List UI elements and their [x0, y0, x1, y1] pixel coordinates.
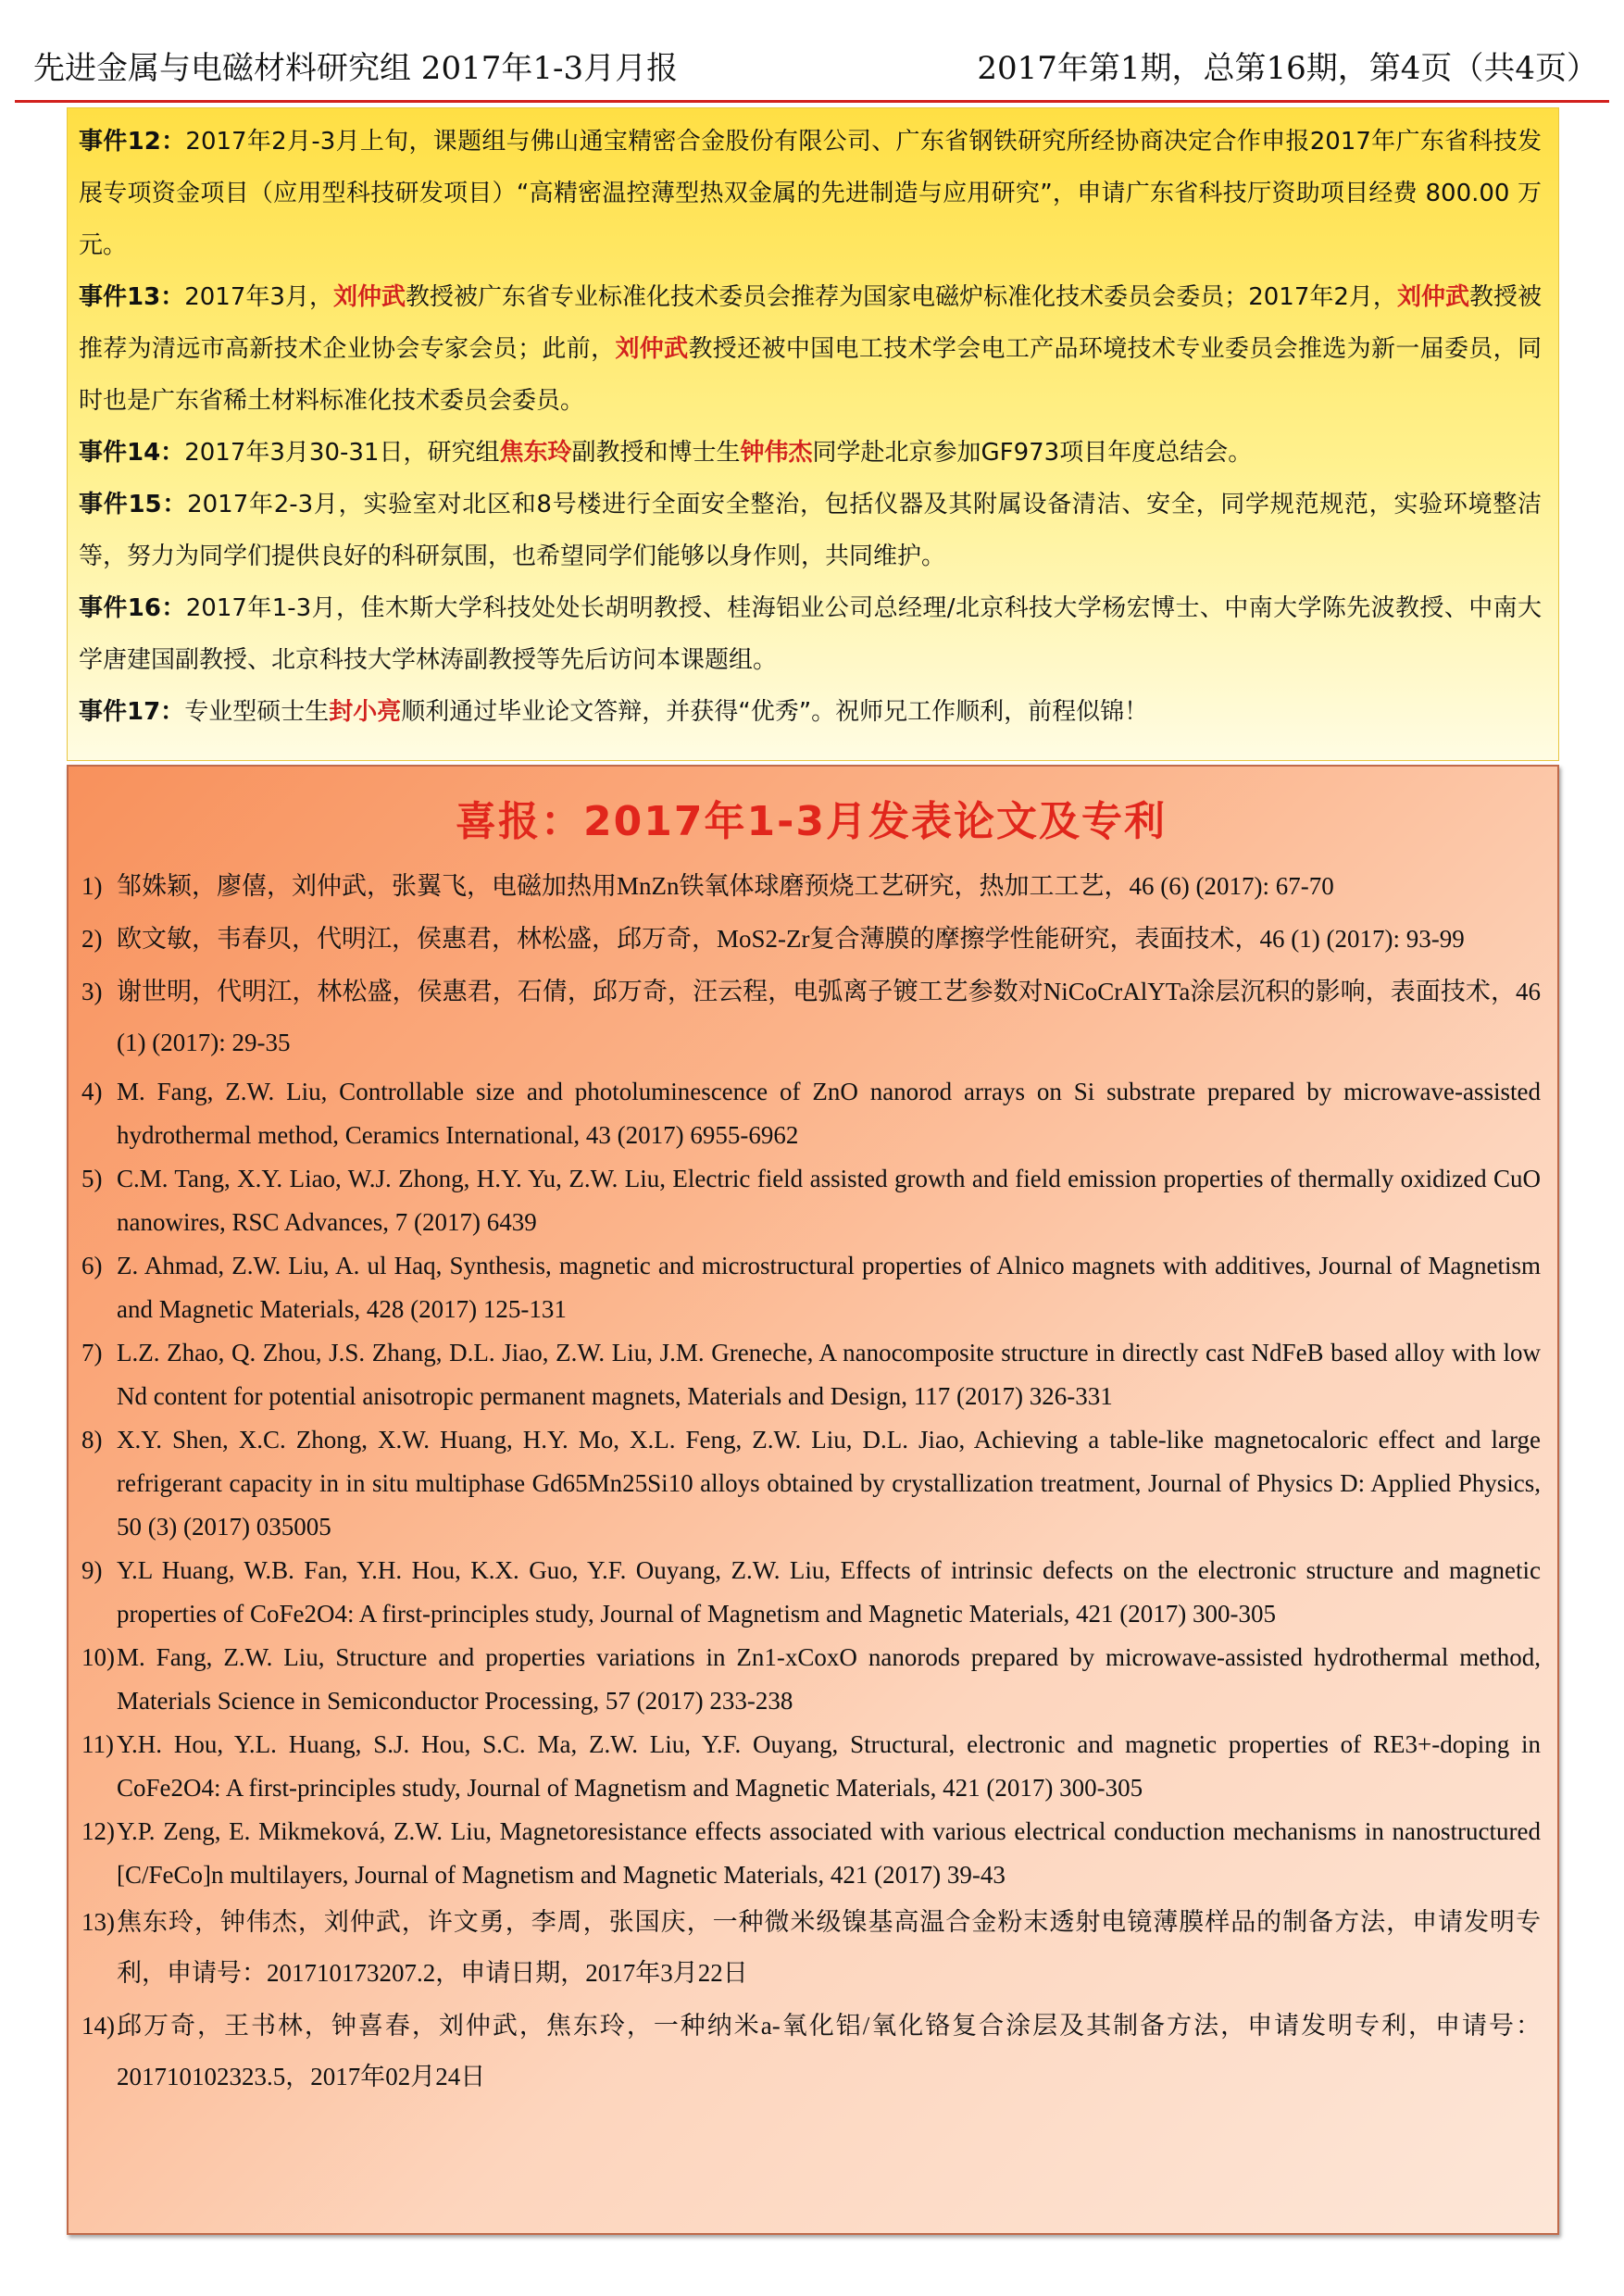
publication-item: [81, 1070, 1541, 1157]
publication-citation: 焦东玲，钟伟杰，刘仲武，许文勇，李周，张国庆，一种微米级镍基高温合金粉末透射电镜薄膜样品的制备方法，申请发明专利，申请号：201710173207.2，申请日期，2017年3月22日: [117, 1908, 1541, 1987]
events-panel: [67, 107, 1559, 761]
publication-number: 7): [81, 1339, 103, 1366]
publications-panel: [67, 765, 1559, 2235]
publication-item: [81, 1897, 1541, 1999]
publication-citation: M. Fang, Z.W. Liu, Controllable size and photoluminescence of ZnO nanorod arrays on Si substrate prepared by microwave-assisted hydrothermal method, Ceramics International, 43 (2017) 6955-6962: [117, 1078, 1541, 1149]
publication-item: [81, 1636, 1541, 1723]
event-text: 副教授和博士生: [571, 439, 741, 467]
publication-number: 6): [81, 1252, 103, 1279]
publication-citation: Z. Ahmad, Z.W. Liu, A. ul Haq, Synthesis, magnetic and microstructural properties of Alnico magnets with additives, Journal of Magnetism and Magnetic Materials, 428 (2017) 125-131: [117, 1252, 1541, 1323]
event-item: [79, 271, 1542, 427]
publication-item: [81, 1157, 1541, 1244]
publication-number: 14): [81, 2012, 115, 2040]
event-tag: 事件15：: [79, 491, 188, 518]
publication-number: 3): [81, 978, 103, 1005]
event-item: [79, 686, 1542, 738]
publication-citation: L.Z. Zhao, Q. Zhou, J.S. Zhang, D.L. Jiao, Z.W. Liu, J.M. Greneche, A nanocomposite structure in directly cast NdFeB based alloy with low Nd content for potential anisotropic permanent magnets, Materials and Design, 117 (2017) 326-331: [117, 1339, 1541, 1410]
event-text: 同学赴北京参加GF973项目年度总结会。: [812, 439, 1253, 467]
publication-number: 13): [81, 1908, 115, 1936]
event-text: 2017年2-3月，实验室对北区和8号楼进行全面安全整治，包括仪器及其附属设备清洁、安全，同学规范规范，实验环境整洁等，努力为同学们提供良好的科研氛围，也希望同学们能够以身作则，共同维护。: [79, 491, 1542, 570]
publications-title: 喜报：2017年1-3月发表论文及专利: [456, 798, 1167, 845]
publication-number: 5): [81, 1165, 103, 1192]
publication-item: [81, 2001, 1541, 2103]
publication-number: 8): [81, 1426, 103, 1454]
highlighted-name: 刘仲武: [332, 283, 406, 311]
publication-item: [81, 1723, 1541, 1810]
event-text: 2017年3月30-31日，研究组: [184, 439, 500, 467]
event-text: 2017年3月，: [184, 283, 333, 311]
highlighted-name: 钟伟杰: [740, 439, 813, 467]
publication-number: 9): [81, 1556, 103, 1584]
event-tag: 事件12：: [79, 128, 186, 156]
event-tag: 事件13：: [79, 283, 185, 311]
publication-citation: Y.L Huang, W.B. Fan, Y.H. Hou, K.X. Guo, Y.F. Ouyang, Z.W. Liu, Effects of intrinsic defects on the electronic structure and magnetic properties of CoFe2O4: A first-principles study, Journal of Magnetism and Magnetic Materials, 421 (2017) 300-305: [117, 1556, 1541, 1628]
publication-item: [81, 861, 1541, 912]
page-header: [33, 39, 1598, 91]
publication-citation: 谢世明，代明江，林松盛，侯惠君，石倩，邱万奇，汪云程，电弧离子镀工艺参数对NiCoCrAlYTa涂层沉积的影响，表面技术，46 (1) (2017): 29-35: [117, 978, 1541, 1056]
publication-citation: 邹姝颖，廖僖，刘仲武，张翼飞，电磁加热用MnZn铁氧体球磨预烧工艺研究，热加工工艺，46 (6) (2017): 67-70: [117, 872, 1334, 900]
publication-item: [81, 1418, 1541, 1549]
publication-item: [81, 914, 1541, 965]
publication-citation: Y.H. Hou, Y.L. Huang, S.J. Hou, S.C. Ma, Z.W. Liu, Y.F. Ouyang, Structural, electronic and magnetic properties of RE3+-doping in CoFe2O4: A first-principles study, Journal of Magnetism and Magnetic Materials, 421 (2017) 300-305: [117, 1730, 1541, 1802]
event-tag: 事件17：: [79, 698, 185, 726]
publication-citation: C.M. Tang, X.Y. Liao, W.J. Zhong, H.Y. Yu, Z.W. Liu, Electric field assisted growth and field emission properties of thermally oxidized CuO nanowires, RSC Advances, 7 (2017) 6439: [117, 1165, 1541, 1236]
highlighted-name: 封小亮: [329, 698, 402, 726]
publication-item: [81, 1244, 1541, 1331]
publication-list: [81, 861, 1541, 2103]
publication-item: [81, 967, 1541, 1068]
event-text: 2017年1-3月，佳木斯大学科技处处长胡明教授、桂海铝业公司总经理/北京科技大学杨宏博士、中南大学陈先波教授、中南大学唐建国副教授、北京科技大学林涛副教授等先后访问本课题组。: [79, 594, 1542, 674]
event-tag: 事件14：: [79, 439, 185, 467]
event-text: 专业型硕士生: [184, 698, 330, 726]
highlighted-name: 焦东玲: [499, 439, 572, 467]
event-text: 教授还被中国电工技术学会电工产品环境技术专业委员会推选为新一届委员，同时也是广东省稀土材料标准化技术委员会委员。: [79, 335, 1542, 415]
newsletter-title: 先进金属与电磁材料研究组 2017年1-3月月报: [33, 49, 679, 87]
publication-number: 2): [81, 925, 103, 953]
event-text: 教授被推荐为清远市高新技术企业协会专家会员；此前，: [79, 283, 1542, 363]
publication-item: [81, 1549, 1541, 1636]
publication-citation: 邱万奇，王书林，钟喜春，刘仲武，焦东玲，一种纳米a-氧化铝/氧化铬复合涂层及其制备方法，申请发明专利，申请号：201710102323.5，2017年02月24日: [117, 2012, 1541, 2090]
publication-item: [81, 1331, 1541, 1418]
publication-number: 12): [81, 1817, 115, 1845]
event-text: 2017年2月-3月上旬，课题组与佛山通宝精密合金股份有限公司、广东省钢铁研究所经协商决定合作申报2017年广东省科技发展专项资金项目（应用型科技研发项目）“高精密温控薄型热双金属的先进制造与应用研究”，申请广东省科技厅资助项目经费 800.00 万元。: [79, 128, 1542, 259]
publication-number: 1): [81, 872, 103, 900]
header-divider: [15, 100, 1609, 103]
highlighted-name: 刘仲武: [615, 335, 689, 363]
publication-citation: 欧文敏，韦春贝，代明江，侯惠君，林松盛，邱万奇，MoS2-Zr复合薄膜的摩擦学性能研究，表面技术，46 (1) (2017): 93-99: [117, 925, 1465, 953]
publication-number: 10): [81, 1643, 115, 1671]
event-text: 顺利通过毕业论文答辩，并获得“优秀”。祝师兄工作顺利，前程似锦！: [401, 698, 1149, 726]
event-item: [79, 582, 1542, 686]
event-tag: 事件16：: [79, 594, 186, 622]
highlighted-name: 刘仲武: [1396, 283, 1469, 311]
publication-citation: M. Fang, Z.W. Liu, Structure and properties variations in Zn1-xCoxO nanorods prepared by microwave-assisted hydrothermal method, Materials Science in Semiconductor Processing, 57 (2017) 233-238: [117, 1643, 1541, 1715]
publication-item: [81, 1810, 1541, 1897]
issue-info: 2017年第1期，总第16期，第4页（共4页）: [977, 49, 1598, 87]
publication-citation: X.Y. Shen, X.C. Zhong, X.W. Huang, H.Y. Mo, X.L. Feng, Z.W. Liu, D.L. Jiao, Achieving a table-like magnetocaloric effect and large refrigerant capacity in in situ multiphase Gd65Mn25Si10 alloys obtained by crystallization treatment, Journal of Physics D: Applied Physics, 50 (3) (2017) 035005: [117, 1426, 1541, 1541]
publication-number: 11): [81, 1730, 114, 1758]
event-item: [79, 116, 1542, 271]
publication-number: 4): [81, 1078, 103, 1105]
event-item: [79, 427, 1542, 479]
event-text: 教授被广东省专业标准化技术委员会推荐为国家电磁炉标准化技术委员会委员；2017年2月，: [406, 283, 1397, 311]
event-item: [79, 479, 1542, 582]
publication-citation: Y.P. Zeng, E. Mikmeková, Z.W. Liu, Magnetoresistance effects associated with various electrical conduction mechanisms in nanostructured [C/FeCo]n multilayers, Journal of Magnetism and Magnetic Materials, 421 (2017) 39-43: [117, 1817, 1541, 1889]
